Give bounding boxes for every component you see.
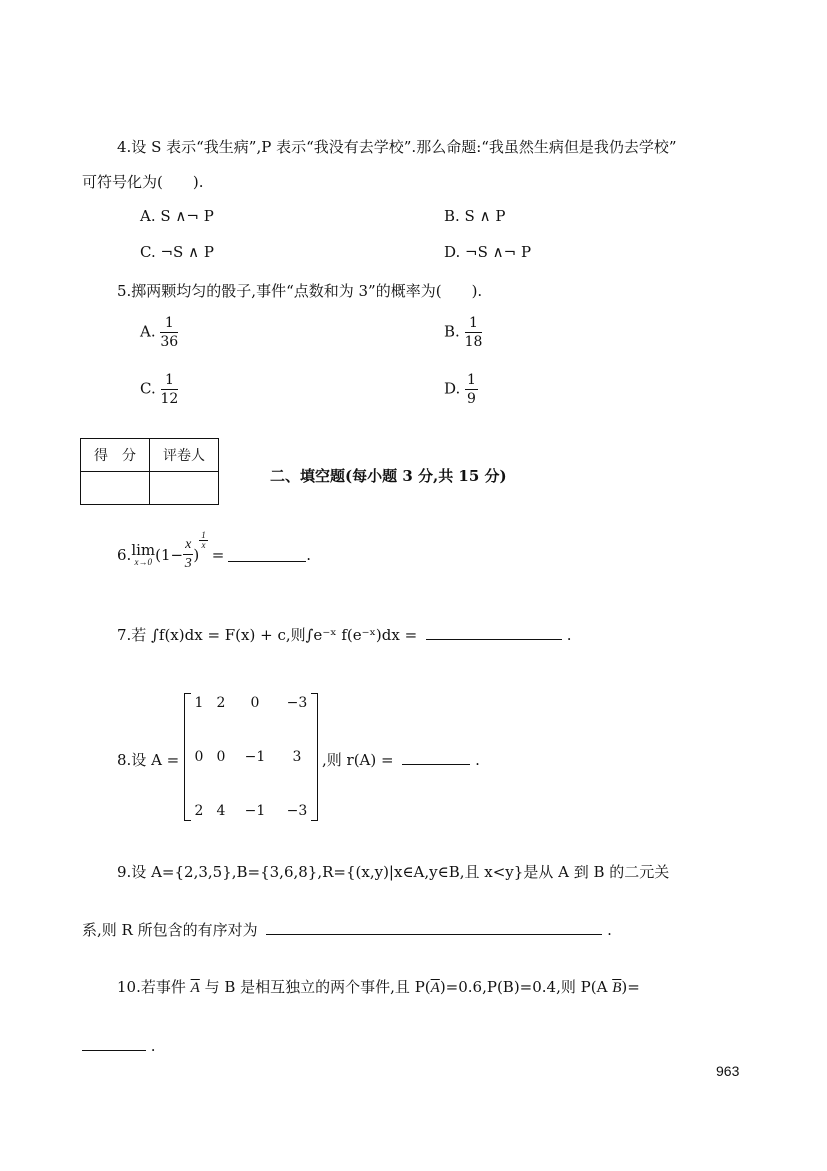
matrix-cell: 0 <box>194 749 204 765</box>
q10 <box>117 976 640 997</box>
matrix-cell: 4 <box>216 803 226 819</box>
numerator: 1 <box>465 316 483 333</box>
matrix-cell: 2 <box>216 695 226 711</box>
grader-header: 评卷人 <box>150 439 219 472</box>
denominator: 36 <box>160 334 179 350</box>
matrix-cell: 1 <box>194 695 204 711</box>
score-cell[interactable] <box>81 472 150 505</box>
denominator: x <box>201 540 206 550</box>
denominator: 18 <box>464 334 483 350</box>
denominator: 9 <box>467 391 476 407</box>
q10-mid2: )=0.6,P(B)=0.4,则 P(A <box>439 978 608 996</box>
fraction <box>160 316 178 349</box>
q6 <box>117 530 312 571</box>
fraction <box>465 373 478 406</box>
numerator: 1 <box>160 316 178 333</box>
q7-text: 7.若 ∫f(x)dx = F(x) + c,则∫e⁻ˣ f(e⁻ˣ)dx = <box>117 626 418 644</box>
numerator: x <box>183 538 193 555</box>
option-label: A. <box>140 322 156 341</box>
q5-stem: 5.掷两颗均匀的骰子,事件“点数和为 3”的概率为( ). <box>117 282 483 300</box>
page-number: 963 <box>716 1063 740 1079</box>
fraction <box>465 316 483 349</box>
q4-stem-line1: 4.设 S 表示“我生病”,P 表示“我没有去学校”.那么命题:“我虽然生病但是我仍去学校” <box>117 138 677 156</box>
q8-suffix: ,则 r(A) = <box>322 751 394 769</box>
q4-option-b: B. S ∧ P <box>444 207 506 225</box>
grader-cell[interactable] <box>150 472 219 505</box>
q4-option-d: D. ¬S ∧¬ P <box>444 243 532 261</box>
q9-line2-group <box>82 919 612 940</box>
fraction <box>161 373 179 406</box>
section-title: 二、填空题(每小题 3 分,共 15 分) <box>270 467 507 485</box>
numerator: 1 <box>201 530 206 540</box>
q9-line2: 系,则 R 所包含的有序对为 <box>82 921 258 939</box>
matrix-cell: 3 <box>292 749 302 765</box>
period: . <box>607 921 612 939</box>
matrix-cell: 2 <box>194 803 204 819</box>
right-bracket <box>311 693 318 821</box>
period: . <box>475 751 480 769</box>
q5-option-d <box>444 373 478 406</box>
denominator: 3 <box>184 556 192 571</box>
q10-pre: 10.若事件 <box>117 978 186 996</box>
expr-right: ) <box>193 545 200 564</box>
matrix-cell: 0 <box>216 749 226 765</box>
q8-answer-blank[interactable] <box>402 750 470 765</box>
q10-answer-group <box>82 1036 156 1055</box>
event-a-complement: $\overline{A}$ <box>190 980 200 996</box>
inner-fraction <box>183 538 193 571</box>
score-header: 得 分 <box>81 439 150 472</box>
score-table <box>80 438 219 505</box>
q5-option-a <box>140 316 178 349</box>
q9-answer-blank[interactable] <box>266 920 602 935</box>
exponent-fraction <box>199 531 208 550</box>
q5-option-b <box>444 316 482 349</box>
period: . <box>566 626 572 644</box>
q10-answer-blank[interactable] <box>82 1036 146 1051</box>
q4-option-a: A. S ∧¬ P <box>140 207 214 225</box>
q8-suffix-group <box>322 749 480 770</box>
q4-stem-line2: 可符号化为( ). <box>82 173 204 191</box>
q8-prefix: 8.设 A = <box>117 751 180 769</box>
expr-left: (1− <box>155 545 184 564</box>
equals-sign: = <box>211 545 225 564</box>
q6-prefix: 6. <box>117 545 132 564</box>
event-a-complement: $\overline{A}$ <box>430 980 440 996</box>
limit-operator <box>131 540 156 567</box>
q6-answer-blank[interactable] <box>228 547 306 562</box>
q10-end: )= <box>621 978 640 996</box>
matrix-cell: −3 <box>286 803 308 819</box>
option-label: C. <box>140 379 156 398</box>
matrix-cell: −3 <box>286 695 308 711</box>
matrix-cell: −1 <box>244 803 266 819</box>
lim-label: lim <box>131 540 156 559</box>
period: . <box>150 1037 156 1055</box>
matrix-cell: −1 <box>244 749 266 765</box>
q7 <box>117 624 572 645</box>
lim-subscript: x→0 <box>134 556 152 567</box>
matrix-cell: 0 <box>250 695 260 711</box>
option-label: D. <box>444 379 461 398</box>
q9-line1: 9.设 A={2,3,5},B={3,6,8},R={(x,y)|x∈A,y∈B,且 x<y}是从 A 到 B 的二元关 <box>117 863 670 881</box>
period: . <box>306 545 312 564</box>
q7-answer-blank[interactable] <box>426 625 562 640</box>
denominator: 12 <box>160 391 179 407</box>
q10-mid: 与 B 是相互独立的两个事件,且 P( <box>204 978 431 996</box>
numerator: 1 <box>467 372 476 388</box>
option-label: B. <box>444 322 460 341</box>
matrix-a <box>184 693 318 821</box>
q5-option-c <box>140 373 178 406</box>
event-b-complement: $\overline{B}$ <box>612 980 622 996</box>
numerator: 1 <box>161 373 179 390</box>
q4-option-c: C. ¬S ∧ P <box>140 243 214 261</box>
